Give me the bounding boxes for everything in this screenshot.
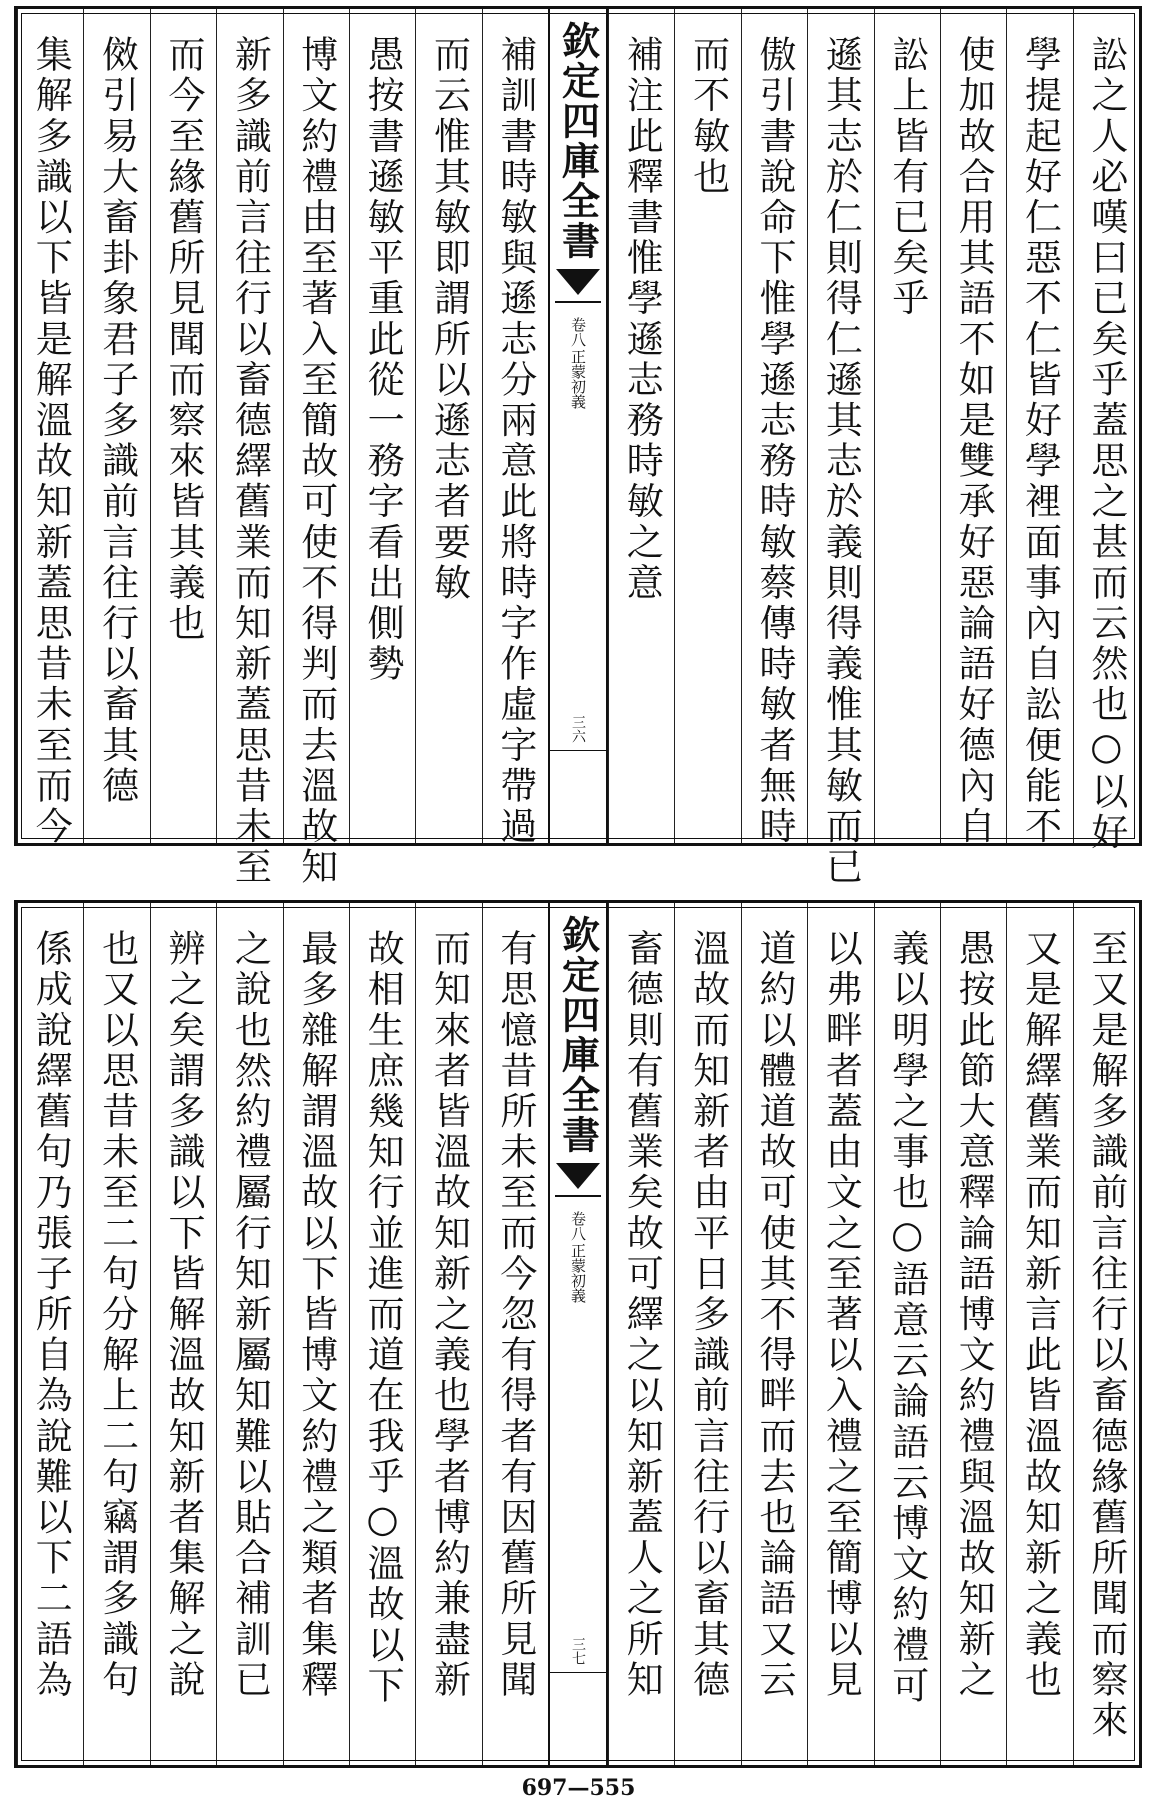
text-column [741,903,807,1765]
column-text: 最多雜解謂溫故以下皆博文約禮之類者集釋 [294,929,338,1701]
column-text: 道約以體道故可使其不得畔而去也論語又云 [752,929,796,1701]
text-column [216,9,282,888]
book-title: 欽定四庫全書 [555,915,601,1155]
text-column [874,903,940,1765]
column-text: 遜其志於仁則得仁遜其志於義則得義惟其敏而已 [819,35,863,888]
text-column [283,903,349,1765]
text-column [1073,9,1139,853]
column-text: 至又是解多識前言往行以畜德緣舊所聞而察來 [1084,929,1128,1741]
page-number-rule [550,1672,606,1674]
column-text: 以弗畔者蓋由文之至著以入禮之至簡博以見 [819,929,863,1701]
column-text: 使加故合用其語不如是雙承好惡論語好德內自 [952,35,996,847]
text-column [482,903,548,1765]
column-text: 愚按書遜敏平重此從一務字看出側勢 [361,35,405,685]
text-column [83,9,149,843]
column-text: 而不敏也 [686,35,730,198]
column-text: 又是解繹舊業而知新言此皆溫故知新之義也 [1018,929,1062,1701]
volume-number: 卷八 [569,1211,587,1241]
bottom-left-half [17,903,548,1765]
column-text: 而今至緣舊所見聞而察來皆其義也 [161,35,205,644]
column-text: 溫故而知新者由平日多識前言往行以畜其德 [686,929,730,1701]
page-number: 三七 [570,1637,586,1665]
column-text: 有思憶昔所未至而今忽有得者有因舊所見聞 [493,929,537,1701]
column-text: 集解多識以下皆是解溫故知新蓋思昔未至而今 [29,35,73,847]
text-column [349,9,415,843]
column-text: 之說也然約禮屬行知新屬知難以貼合補訓已 [228,929,272,1701]
text-column [17,9,83,847]
text-column [1073,903,1139,1765]
bottom-page [14,900,1142,1768]
fish-tail-mark [556,269,600,295]
column-text: 傲引書說命下惟學遜志務時敏蔡傳時敏者無時 [752,35,796,847]
column-text: 義以明學之事也○語意云論語云博文約禮可 [885,929,929,1707]
text-column [216,903,282,1765]
column-text: 係成說繹舊句乃張子所自為說難以下二語為 [29,929,73,1701]
text-column [874,9,940,843]
column-text: 畜德則有舊業矣故可繹之以知新蓋人之所知 [620,929,664,1701]
text-column [83,903,149,1765]
text-column [741,9,807,847]
column-text: 傚引易大畜卦象君子多識前言往行以畜其德 [95,35,139,807]
text-column [150,9,216,843]
volume-label [569,317,587,409]
text-column [283,9,349,888]
fish-tail-rule [555,301,601,303]
column-text: 博文約禮由至著入至簡故可使不得判而去溫故知 [294,35,338,888]
volume-label [569,1211,587,1303]
column-text: 辨之矣謂多識以下皆解溫故知新者集解之說 [161,929,205,1701]
top-left-half [17,9,548,888]
text-column [1006,903,1072,1765]
fish-tail-mark [556,1163,600,1189]
text-column [482,9,548,847]
text-column [415,903,481,1765]
column-text: 而知來者皆溫故知新之義也學者博約兼盡新 [427,929,471,1701]
top-right-half [608,9,1139,888]
volume-number: 卷八 [569,317,587,347]
center-fold [548,9,608,843]
column-text: 愚按此節大意釋論語博文約禮與溫故知新之 [952,929,996,1701]
fish-tail-rule [555,1195,601,1197]
column-text: 學提起好仁惡不仁皆好學裡面事內自訟便能不 [1018,35,1062,847]
column-text: 而云惟其敏即謂所以遜志者要敏 [427,35,471,604]
bottom-right-half [608,903,1139,1765]
text-column [17,903,83,1765]
column-text: 訟上皆有已矣乎 [885,35,929,320]
text-column [415,9,481,843]
text-column [150,903,216,1765]
page-number-rule [550,750,606,752]
volume-title: 正蒙初義 [569,349,587,409]
book-title: 欽定四庫全書 [555,21,601,261]
column-text: 故相生庶幾知行並進而道在我乎○溫故以下 [361,929,405,1707]
text-column [807,9,873,888]
text-column [608,903,674,1765]
text-column [349,903,415,1765]
text-column [674,903,740,1765]
column-text: 訟之人必嘆曰已矣乎蓋思之甚而云然也○以好 [1084,35,1128,853]
column-text: 補訓書時敏與遜志分兩意此將時字作虛字帶過 [493,35,537,847]
page-footer-code: 697—555 [521,1775,636,1801]
volume-title: 正蒙初義 [569,1243,587,1303]
text-column [608,9,674,843]
column-text: 新多識前言往行以畜德繹舊業而知新蓋思昔未至 [228,35,272,888]
text-column [940,9,1006,847]
page-number: 三六 [570,715,586,743]
top-page [14,6,1142,888]
text-column [807,903,873,1765]
text-column [1006,9,1072,847]
center-fold [548,903,608,1765]
column-text: 也又以思昔未至二句分解上二句竊謂多識句 [95,929,139,1701]
text-column [674,9,740,843]
column-text: 補注此釋書惟學遜志務時敏之意 [620,35,664,604]
text-column [940,903,1006,1765]
